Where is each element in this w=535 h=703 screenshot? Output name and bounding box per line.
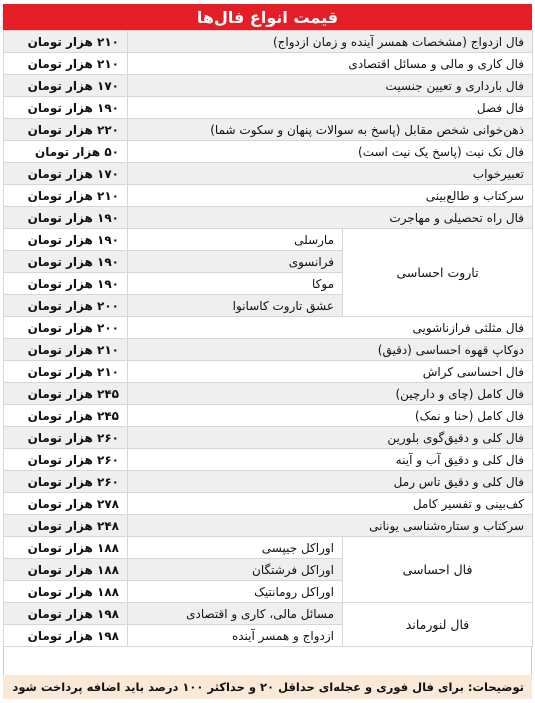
service-price: ۵۰ هزار تومان — [4, 141, 128, 163]
table-row — [4, 31, 533, 53]
service-price: ۱۹۰ هزار تومان — [4, 273, 128, 295]
service-name: فال کلی و دقیق آب و آینه — [128, 449, 533, 471]
service-name: کف‌بینی و تفسیر کامل — [128, 493, 533, 515]
group-label: فال لنورماند — [343, 603, 533, 647]
service-price: ۲۲۰ هزار تومان — [4, 119, 128, 141]
service-name: ازدواج و همسر آینده — [128, 625, 343, 647]
service-name: اوراکل فرشتگان — [128, 559, 343, 581]
table-row — [4, 493, 533, 515]
table-row — [4, 75, 533, 97]
table-row — [4, 383, 533, 405]
service-price: ۱۷۰ هزار تومان — [4, 163, 128, 185]
service-name: دوکاپ قهوه احساسی (دقیق) — [128, 339, 533, 361]
table-row — [4, 97, 533, 119]
service-price: ۱۹۰ هزار تومان — [4, 229, 128, 251]
service-price: ۲۶۰ هزار تومان — [4, 449, 128, 471]
table-row — [4, 317, 533, 339]
table-row — [4, 603, 533, 625]
service-price: ۱۹۸ هزار تومان — [4, 603, 128, 625]
table-row — [4, 427, 533, 449]
service-price: ۲۴۵ هزار تومان — [4, 405, 128, 427]
table-row — [4, 185, 533, 207]
service-price: ۱۹۸ هزار تومان — [4, 625, 128, 647]
group-label: فال احساسی — [343, 537, 533, 603]
service-price: ۲۷۸ هزار تومان — [4, 493, 128, 515]
service-name: فال کامل (چای و دارچین) — [128, 383, 533, 405]
service-price: ۱۹۰ هزار تومان — [4, 207, 128, 229]
service-price: ۲۱۰ هزار تومان — [4, 361, 128, 383]
service-name: فال فصل — [128, 97, 533, 119]
service-price: ۲۱۰ هزار تومان — [4, 31, 128, 53]
service-price: ۲۱۰ هزار تومان — [4, 53, 128, 75]
service-name: عشق تاروت کاسانوا — [128, 295, 343, 317]
service-name: فرانسوی — [128, 251, 343, 273]
service-price: ۱۸۸ هزار تومان — [4, 537, 128, 559]
service-name: فال راه تحصیلی و مهاجرت — [128, 207, 533, 229]
service-price: ۱۹۰ هزار تومان — [4, 251, 128, 273]
service-price: ۱۷۰ هزار تومان — [4, 75, 128, 97]
service-name: فال کلی و دقیق‌گوی بلورین — [128, 427, 533, 449]
table-row — [4, 163, 533, 185]
service-name: فال کلی و دقیق تاس رمل — [128, 471, 533, 493]
table-row — [4, 537, 533, 559]
service-price: ۲۶۰ هزار تومان — [4, 427, 128, 449]
price-table-body — [4, 31, 533, 647]
service-price: ۱۸۸ هزار تومان — [4, 581, 128, 603]
service-name: مارسلی — [128, 229, 343, 251]
service-name: فال تک نیت (پاسخ یک نیت است) — [128, 141, 533, 163]
table-row — [4, 361, 533, 383]
service-price: ۲۱۰ هزار تومان — [4, 185, 128, 207]
service-name: فال کامل (حنا و نمک) — [128, 405, 533, 427]
service-name: فال بارداری و تعیین جنسیت — [128, 75, 533, 97]
service-name: موکا — [128, 273, 343, 295]
service-name: اوراکل جیپسی — [128, 537, 343, 559]
group-label: تاروت احساسی — [343, 229, 533, 317]
service-name: فال ازدواج (مشخصات همسر آینده و زمان ازدواج) — [128, 31, 533, 53]
service-price: ۱۸۸ هزار تومان — [4, 559, 128, 581]
table-row — [4, 229, 533, 251]
service-price: ۲۶۰ هزار تومان — [4, 471, 128, 493]
service-name: فال کاری و مالی و مسائل اقتصادی — [128, 53, 533, 75]
service-name: سرکتاب و ستاره‌شناسی یونانی — [128, 515, 533, 537]
table-row — [4, 339, 533, 361]
table-row — [4, 141, 533, 163]
service-price: ۱۹۰ هزار تومان — [4, 97, 128, 119]
service-name: اوراکل رومانتیک — [128, 581, 343, 603]
service-price: ۲۰۰ هزار تومان — [4, 317, 128, 339]
service-price: ۲۱۰ هزار تومان — [4, 339, 128, 361]
service-name: فال مثلثی فرازناشویی — [128, 317, 533, 339]
service-name: فال احساسی کراش — [128, 361, 533, 383]
table-row — [4, 471, 533, 493]
table-row — [4, 53, 533, 75]
service-name: تعبیرخواب — [128, 163, 533, 185]
table-row — [4, 449, 533, 471]
service-name: مسائل مالی، کاری و اقتصادی — [128, 603, 343, 625]
service-price: ۲۴۵ هزار تومان — [4, 383, 128, 405]
footer-note: توضیحات: برای فال فوری و عجله‌ای حداقل ۲۰ و حداکثر ۱۰۰ درصد باید اضافه پرداخت شود — [3, 675, 532, 699]
service-name: ذهن‌خوانی شخص مقابل (پاسخ به سوالات پنهان و سکوت شما) — [128, 119, 533, 141]
service-name: سرکتاب و طالع‌بینی — [128, 185, 533, 207]
table-row — [4, 515, 533, 537]
table-row — [4, 207, 533, 229]
page-title: قیمت انواع فال‌ها — [3, 4, 532, 30]
table-row — [4, 119, 533, 141]
service-price: ۲۴۸ هزار تومان — [4, 515, 128, 537]
table-row — [4, 405, 533, 427]
price-table — [3, 30, 533, 647]
service-price: ۲۰۰ هزار تومان — [4, 295, 128, 317]
